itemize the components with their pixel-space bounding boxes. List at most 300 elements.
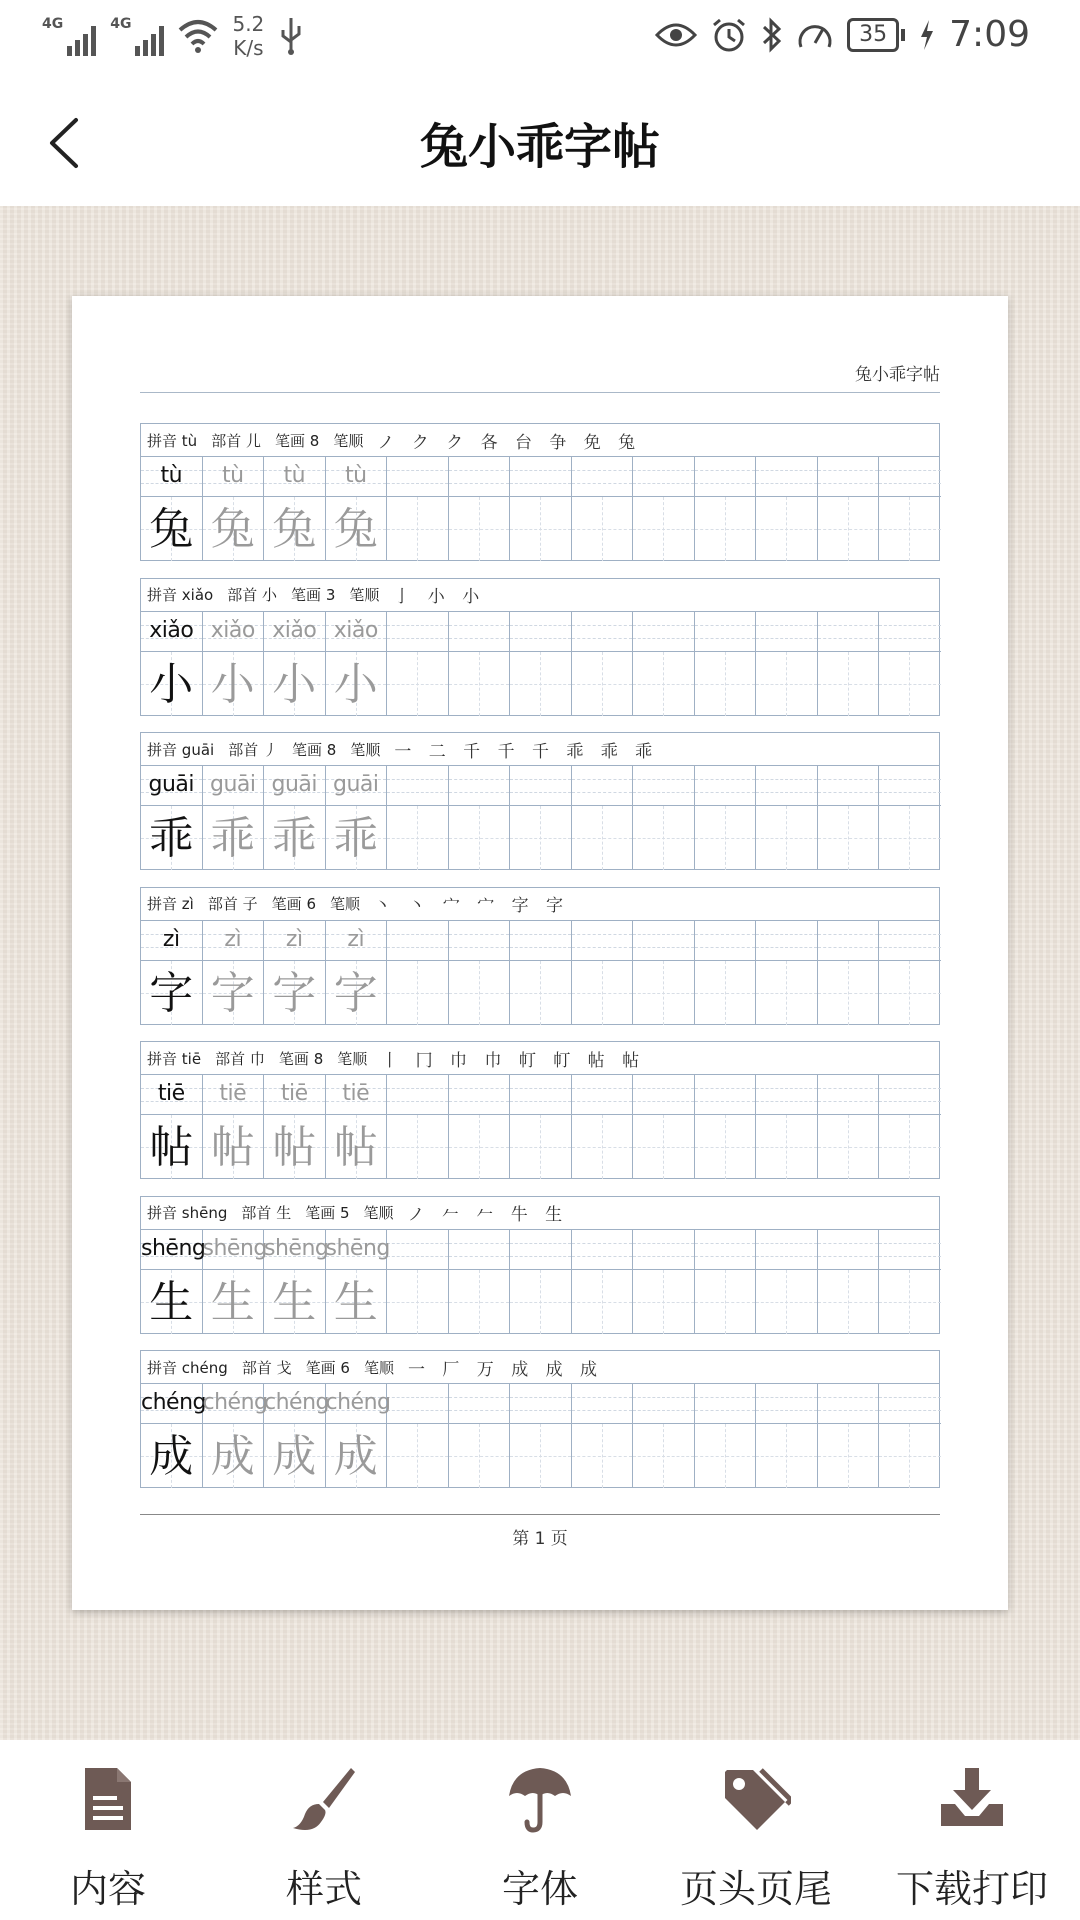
practice-grid bbox=[141, 921, 939, 1025]
stroke-order-label: 笔顺 bbox=[333, 431, 364, 450]
tianzige-guide-lines bbox=[387, 652, 448, 716]
tianzige-guide-lines bbox=[449, 652, 510, 716]
practice-cell bbox=[141, 457, 203, 561]
stroke-order-label: 笔顺 bbox=[330, 895, 361, 913]
character-trace: 生 bbox=[272, 1276, 317, 1328]
practice-cell bbox=[510, 921, 572, 1025]
tianzige-guide-lines bbox=[449, 1115, 510, 1179]
pinyin-model: chéng bbox=[141, 1390, 206, 1415]
network-speed: 5.2 K/s bbox=[232, 12, 265, 60]
nav-label: 内容 bbox=[69, 1867, 146, 1911]
practice-cell bbox=[818, 612, 880, 716]
character-model: 生 bbox=[149, 1276, 194, 1328]
character-block bbox=[140, 1041, 940, 1179]
pinyin-guide-lines bbox=[879, 766, 941, 806]
tianzige-guide-lines bbox=[510, 1424, 571, 1488]
character-info-row bbox=[141, 1042, 939, 1075]
pinyin-guide-lines bbox=[879, 921, 941, 961]
practice-cell bbox=[141, 1384, 206, 1488]
character-info-row bbox=[141, 579, 939, 612]
pinyin-trace: tù bbox=[344, 463, 367, 488]
character-model: 乖 bbox=[149, 813, 194, 864]
stroke-count-info: 笔画 8 bbox=[275, 431, 320, 450]
tianzige-guide-lines bbox=[756, 497, 817, 561]
signal-icon bbox=[42, 16, 96, 56]
practice-cell bbox=[572, 1075, 634, 1179]
pinyin-guide-lines bbox=[633, 766, 694, 806]
practice-grid bbox=[141, 1075, 939, 1179]
character-trace: 生 bbox=[210, 1276, 255, 1328]
character-trace: 小 bbox=[210, 658, 255, 710]
brush-icon bbox=[289, 1764, 359, 1834]
practice-cell bbox=[818, 921, 880, 1025]
stroke-order: 一 二 千 千 千 乖 乖 乖 bbox=[394, 741, 659, 762]
nav-content[interactable] bbox=[0, 1740, 216, 1920]
practice-cell bbox=[264, 612, 326, 716]
worksheet-header-text: 兔小乖字帖 bbox=[855, 365, 940, 385]
pinyin-guide-lines bbox=[756, 457, 817, 497]
practice-cell bbox=[695, 1384, 757, 1488]
pinyin-guide-lines bbox=[633, 457, 694, 497]
pinyin-guide-lines bbox=[633, 612, 694, 652]
pinyin-trace: shēng bbox=[202, 1235, 267, 1261]
practice-cell bbox=[387, 457, 449, 561]
stroke-order-label: 笔顺 bbox=[363, 1358, 394, 1377]
tianzige-guide-lines bbox=[695, 497, 756, 561]
practice-cell bbox=[818, 1384, 880, 1488]
character-trace: 成 bbox=[272, 1431, 317, 1482]
character-trace: 小 bbox=[333, 658, 378, 710]
pinyin-guide-lines bbox=[572, 612, 633, 652]
umbrella-icon bbox=[505, 1764, 575, 1834]
pinyin-guide-lines bbox=[879, 612, 941, 652]
practice-cell bbox=[449, 766, 511, 870]
practice-cell bbox=[387, 766, 449, 870]
tianzige-guide-lines bbox=[572, 652, 633, 716]
tianzige-guide-lines bbox=[387, 961, 448, 1025]
pinyin-guide-lines bbox=[572, 921, 633, 961]
stroke-order-label: 笔顺 bbox=[337, 1049, 368, 1068]
tianzige-guide-lines bbox=[818, 1115, 879, 1179]
practice-cell bbox=[756, 457, 818, 561]
pinyin-guide-lines bbox=[756, 1075, 817, 1115]
character-trace: 兔 bbox=[272, 504, 317, 555]
stroke-order: 丨 冂 巾 巾 帄 帄 帖 帖 bbox=[381, 1050, 646, 1071]
radical-info: 部首 生 bbox=[241, 1204, 292, 1222]
pinyin-guide-lines bbox=[449, 612, 510, 652]
pinyin-trace: chéng bbox=[325, 1390, 391, 1415]
tianzige-guide-lines bbox=[572, 1424, 633, 1488]
tag-icon bbox=[721, 1764, 791, 1834]
document-icon bbox=[73, 1764, 143, 1834]
practice-cell bbox=[572, 1230, 634, 1334]
pinyin-trace: guāi bbox=[332, 772, 379, 797]
practice-grid bbox=[141, 612, 939, 716]
character-trace: 帖 bbox=[272, 1122, 317, 1173]
nav-label: 样式 bbox=[285, 1867, 362, 1911]
tianzige-guide-lines bbox=[695, 806, 756, 870]
app-header bbox=[0, 78, 1080, 206]
tianzige-guide-lines bbox=[449, 1424, 510, 1488]
practice-cell bbox=[695, 1230, 757, 1334]
practice-cell bbox=[510, 457, 572, 561]
tianzige-guide-lines bbox=[879, 1424, 941, 1488]
practice-cell bbox=[572, 612, 634, 716]
tianzige-guide-lines bbox=[879, 1270, 941, 1334]
pinyin-info: 拼音 xiǎo bbox=[147, 586, 214, 604]
practice-cell bbox=[264, 1384, 329, 1488]
nav-download-print[interactable] bbox=[864, 1740, 1080, 1920]
character-info-row bbox=[141, 424, 939, 457]
tianzige-guide-lines bbox=[510, 1115, 571, 1179]
practice-cell bbox=[326, 766, 388, 870]
wifi-icon bbox=[178, 18, 218, 54]
practice-cell bbox=[756, 1075, 818, 1179]
radical-info: 部首 戈 bbox=[241, 1358, 292, 1377]
pinyin-trace: zì bbox=[285, 926, 303, 952]
stroke-order: 一 厂 万 成 成 成 bbox=[407, 1359, 604, 1380]
stroke-count-info: 笔画 5 bbox=[305, 1204, 350, 1222]
alarm-icon bbox=[711, 17, 747, 53]
pinyin-trace: xiǎo bbox=[272, 617, 317, 643]
practice-cell bbox=[572, 457, 634, 561]
tianzige-guide-lines bbox=[572, 1270, 633, 1334]
pinyin-info: 拼音 chéng bbox=[147, 1358, 228, 1377]
practice-cell bbox=[203, 1230, 265, 1334]
pinyin-trace: shēng bbox=[264, 1235, 329, 1261]
tianzige-guide-lines bbox=[387, 806, 448, 870]
tianzige-guide-lines bbox=[449, 497, 510, 561]
pinyin-model: shēng bbox=[141, 1235, 206, 1261]
character-trace: 乖 bbox=[272, 813, 317, 864]
tianzige-guide-lines bbox=[572, 806, 633, 870]
pinyin-guide-lines bbox=[633, 921, 694, 961]
tianzige-guide-lines bbox=[818, 1424, 879, 1488]
practice-cell bbox=[264, 1075, 326, 1179]
pinyin-info: 拼音 tù bbox=[147, 431, 198, 450]
pinyin-guide-lines bbox=[756, 766, 817, 806]
tianzige-guide-lines bbox=[879, 497, 941, 561]
character-model: 帖 bbox=[149, 1122, 194, 1173]
pinyin-guide-lines bbox=[572, 1384, 633, 1424]
pinyin-guide-lines bbox=[510, 457, 571, 497]
practice-cell bbox=[879, 612, 941, 716]
practice-cell bbox=[756, 1230, 818, 1334]
practice-grid bbox=[141, 1230, 939, 1334]
character-block bbox=[140, 1350, 940, 1488]
pinyin-model: guāi bbox=[148, 772, 194, 797]
pinyin-guide-lines bbox=[387, 1075, 448, 1115]
stroke-order-label: 笔顺 bbox=[350, 740, 381, 759]
character-model: 小 bbox=[149, 658, 194, 710]
practice-cell bbox=[818, 766, 880, 870]
nav-header-footer[interactable] bbox=[648, 1740, 864, 1920]
pinyin-guide-lines bbox=[695, 612, 756, 652]
practice-cell bbox=[510, 1384, 572, 1488]
pinyin-guide-lines bbox=[879, 1230, 941, 1270]
tianzige-guide-lines bbox=[818, 961, 879, 1025]
radical-info: 部首 小 bbox=[227, 586, 278, 604]
character-model: 成 bbox=[149, 1431, 194, 1482]
pinyin-guide-lines bbox=[449, 1075, 510, 1115]
page-number: 第 1 页 bbox=[512, 1529, 568, 1549]
tianzige-guide-lines bbox=[756, 1424, 817, 1488]
stroke-order: ノ 𠂉 𠂉 牛 生 bbox=[407, 1205, 569, 1225]
pinyin-guide-lines bbox=[818, 612, 879, 652]
tianzige-guide-lines bbox=[879, 806, 941, 870]
stroke-order: 丶 丶 宀 宀 字 字 bbox=[374, 896, 570, 916]
preview-area bbox=[0, 206, 1080, 1740]
practice-cell bbox=[264, 457, 326, 561]
practice-cell bbox=[756, 766, 818, 870]
network-type-1: 4G bbox=[42, 16, 64, 32]
pinyin-guide-lines bbox=[387, 1230, 448, 1270]
tianzige-guide-lines bbox=[387, 1424, 448, 1488]
pinyin-guide-lines bbox=[449, 1384, 510, 1424]
pinyin-trace: chéng bbox=[202, 1390, 268, 1415]
nav-label: 字体 bbox=[501, 1867, 578, 1911]
practice-cell bbox=[756, 921, 818, 1025]
pinyin-info: 拼音 tiē bbox=[147, 1049, 202, 1068]
stroke-order-label: 笔顺 bbox=[363, 1204, 394, 1222]
character-info-row bbox=[141, 1197, 939, 1230]
pinyin-guide-lines bbox=[510, 612, 571, 652]
practice-grid bbox=[141, 1384, 939, 1488]
practice-cell bbox=[141, 921, 203, 1025]
practice-cell bbox=[695, 921, 757, 1025]
signal-icon bbox=[110, 16, 164, 56]
tianzige-guide-lines bbox=[695, 1115, 756, 1179]
practice-cell bbox=[202, 1384, 268, 1488]
pinyin-guide-lines bbox=[695, 1075, 756, 1115]
practice-cell bbox=[141, 766, 203, 870]
tianzige-guide-lines bbox=[510, 961, 571, 1025]
battery-icon bbox=[847, 18, 905, 52]
character-model: 字 bbox=[149, 967, 194, 1019]
pinyin-trace: xiǎo bbox=[333, 617, 378, 643]
practice-cell bbox=[633, 1230, 695, 1334]
tianzige-guide-lines bbox=[449, 961, 510, 1025]
character-trace: 帖 bbox=[210, 1122, 255, 1173]
status-bar bbox=[0, 0, 1080, 78]
practice-cell bbox=[141, 612, 203, 716]
character-info-row bbox=[141, 1351, 939, 1384]
stroke-count-info: 笔画 6 bbox=[271, 895, 316, 913]
tianzige-guide-lines bbox=[818, 497, 879, 561]
pinyin-guide-lines bbox=[695, 921, 756, 961]
practice-cell bbox=[387, 921, 449, 1025]
practice-cell bbox=[510, 1075, 572, 1179]
radical-info: 部首 子 bbox=[207, 895, 258, 913]
clock: 7:09 bbox=[949, 14, 1030, 55]
practice-cell bbox=[756, 612, 818, 716]
practice-cell bbox=[756, 1384, 818, 1488]
practice-cell bbox=[325, 1384, 391, 1488]
charging-icon bbox=[919, 20, 935, 50]
usb-icon bbox=[278, 16, 304, 56]
practice-cell bbox=[141, 1075, 203, 1179]
tianzige-guide-lines bbox=[756, 1115, 817, 1179]
tianzige-guide-lines bbox=[818, 652, 879, 716]
tianzige-guide-lines bbox=[756, 806, 817, 870]
practice-cell bbox=[818, 1230, 880, 1334]
practice-cell bbox=[633, 457, 695, 561]
practice-cell bbox=[387, 612, 449, 716]
pinyin-guide-lines bbox=[387, 457, 448, 497]
pinyin-guide-lines bbox=[510, 1075, 571, 1115]
bottom-toolbar bbox=[0, 1740, 1080, 1920]
radical-info: 部首 丿 bbox=[228, 740, 278, 759]
practice-cell bbox=[387, 1075, 449, 1179]
nav-label: 页头页尾 bbox=[679, 1867, 832, 1911]
tianzige-guide-lines bbox=[633, 1115, 694, 1179]
character-info-row bbox=[141, 888, 939, 921]
pinyin-guide-lines bbox=[633, 1075, 694, 1115]
tianzige-guide-lines bbox=[879, 652, 941, 716]
character-trace: 兔 bbox=[210, 504, 255, 555]
practice-cell bbox=[879, 457, 941, 561]
practice-cell bbox=[141, 1230, 206, 1334]
pinyin-trace: guāi bbox=[271, 772, 317, 797]
character-block bbox=[140, 1196, 940, 1334]
pinyin-guide-lines bbox=[818, 1075, 879, 1115]
tianzige-guide-lines bbox=[510, 497, 571, 561]
pinyin-model: zì bbox=[162, 926, 180, 952]
character-info-row bbox=[141, 733, 939, 766]
practice-cell bbox=[326, 612, 388, 716]
practice-cell bbox=[572, 921, 634, 1025]
pinyin-trace: xiǎo bbox=[210, 617, 255, 643]
pinyin-guide-lines bbox=[879, 457, 941, 497]
tianzige-guide-lines bbox=[387, 1270, 448, 1334]
practice-cell bbox=[695, 612, 757, 716]
stroke-order-label: 笔顺 bbox=[349, 586, 380, 604]
practice-cell bbox=[510, 766, 572, 870]
character-trace: 小 bbox=[272, 658, 317, 710]
stroke-order: ノ ク ク 各 台 争 免 兔 bbox=[377, 432, 642, 453]
character-trace: 帖 bbox=[333, 1122, 378, 1173]
tianzige-guide-lines bbox=[572, 961, 633, 1025]
tianzige-guide-lines bbox=[695, 1270, 756, 1334]
pinyin-guide-lines bbox=[633, 1230, 694, 1270]
pinyin-guide-lines bbox=[510, 766, 571, 806]
stroke-count-info: 笔画 8 bbox=[292, 740, 337, 759]
pinyin-guide-lines bbox=[818, 1230, 879, 1270]
stroke-count-info: 笔画 8 bbox=[278, 1049, 324, 1068]
pinyin-guide-lines bbox=[572, 457, 633, 497]
practice-cell bbox=[633, 1384, 695, 1488]
practice-cell bbox=[879, 1384, 941, 1488]
practice-cell bbox=[633, 612, 695, 716]
practice-cell bbox=[203, 612, 265, 716]
eye-icon bbox=[655, 20, 697, 50]
character-trace: 成 bbox=[210, 1431, 255, 1482]
practice-cell bbox=[264, 921, 326, 1025]
pinyin-guide-lines bbox=[387, 612, 448, 652]
pinyin-guide-lines bbox=[572, 1230, 633, 1270]
tianzige-guide-lines bbox=[510, 1270, 571, 1334]
pinyin-guide-lines bbox=[756, 921, 817, 961]
tianzige-guide-lines bbox=[818, 806, 879, 870]
practice-cell bbox=[879, 766, 941, 870]
pinyin-guide-lines bbox=[449, 766, 510, 806]
pinyin-trace: zì bbox=[224, 926, 242, 952]
pinyin-guide-lines bbox=[695, 457, 756, 497]
nav-font[interactable] bbox=[432, 1740, 648, 1920]
pinyin-info: 拼音 zì bbox=[147, 895, 194, 913]
pinyin-guide-lines bbox=[572, 766, 633, 806]
bluetooth-icon bbox=[761, 17, 783, 53]
radical-info: 部首 巾 bbox=[215, 1049, 265, 1068]
character-trace: 乖 bbox=[210, 813, 255, 864]
pinyin-guide-lines bbox=[387, 921, 448, 961]
pinyin-info: 拼音 guāi bbox=[147, 740, 215, 759]
tianzige-guide-lines bbox=[449, 1270, 510, 1334]
tianzige-guide-lines bbox=[756, 1270, 817, 1334]
pinyin-trace: tiē bbox=[219, 1081, 247, 1106]
pinyin-guide-lines bbox=[818, 457, 879, 497]
stroke-order: 亅 小 小 bbox=[393, 587, 486, 607]
pinyin-trace: zì bbox=[347, 926, 365, 952]
tianzige-guide-lines bbox=[633, 1424, 694, 1488]
practice-cell bbox=[203, 766, 265, 870]
practice-grid bbox=[141, 457, 939, 561]
practice-cell bbox=[510, 1230, 572, 1334]
practice-cell bbox=[203, 457, 265, 561]
pinyin-guide-lines bbox=[449, 921, 510, 961]
tianzige-guide-lines bbox=[879, 961, 941, 1025]
practice-cell bbox=[633, 766, 695, 870]
pinyin-info: 拼音 shēng bbox=[147, 1204, 228, 1222]
practice-cell bbox=[633, 1075, 695, 1179]
practice-cell bbox=[203, 921, 265, 1025]
tianzige-guide-lines bbox=[756, 652, 817, 716]
practice-cell bbox=[326, 457, 388, 561]
practice-cell bbox=[879, 1230, 941, 1334]
practice-cell bbox=[695, 1075, 757, 1179]
footer-divider bbox=[140, 1514, 940, 1515]
practice-cell bbox=[203, 1075, 265, 1179]
radical-info: 部首 儿 bbox=[211, 431, 261, 450]
tianzige-guide-lines bbox=[572, 1115, 633, 1179]
speedometer-icon bbox=[797, 19, 833, 51]
practice-cell bbox=[326, 1230, 388, 1334]
practice-cell bbox=[879, 1075, 941, 1179]
pinyin-guide-lines bbox=[510, 1230, 571, 1270]
pinyin-guide-lines bbox=[449, 1230, 510, 1270]
practice-cell bbox=[633, 921, 695, 1025]
stroke-count-info: 笔画 3 bbox=[291, 586, 336, 604]
worksheet-page[interactable] bbox=[72, 296, 1008, 1610]
tianzige-guide-lines bbox=[695, 1424, 756, 1488]
tianzige-guide-lines bbox=[756, 961, 817, 1025]
pinyin-trace: shēng bbox=[325, 1235, 390, 1261]
pinyin-guide-lines bbox=[510, 1384, 571, 1424]
character-trace: 字 bbox=[333, 967, 378, 1019]
tianzige-guide-lines bbox=[633, 1270, 694, 1334]
practice-cell bbox=[572, 766, 634, 870]
practice-cell bbox=[510, 612, 572, 716]
tianzige-guide-lines bbox=[633, 961, 694, 1025]
pinyin-guide-lines bbox=[879, 1075, 941, 1115]
character-block bbox=[140, 578, 940, 716]
pinyin-trace: tù bbox=[283, 463, 306, 488]
practice-cell bbox=[695, 457, 757, 561]
practice-cell bbox=[818, 1075, 880, 1179]
practice-cell bbox=[387, 1230, 449, 1334]
tianzige-guide-lines bbox=[510, 806, 571, 870]
nav-style[interactable] bbox=[216, 1740, 432, 1920]
